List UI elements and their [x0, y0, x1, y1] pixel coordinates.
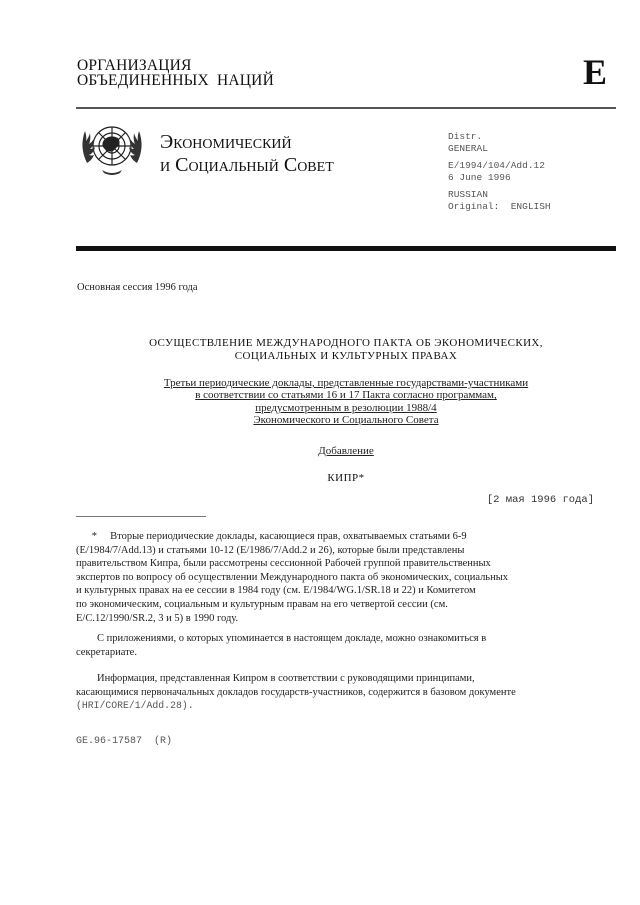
paragraph-line: С приложениями, о которых упоминается в настоящем докладе, можно ознакомиться в [76, 633, 487, 644]
subtitle-line-4: Экономического и Социального Совета [253, 413, 439, 426]
paragraph-line: секретариате. [76, 646, 137, 658]
distr-label: Distr. [448, 131, 483, 142]
paragraph-line: касающимися первоначальных докладов государств-участников, содержится в базовом документе [76, 686, 516, 698]
document-subtitle [76, 377, 616, 426]
organization-name [77, 58, 274, 88]
document-symbol: E/1994/104/Add.12 [448, 160, 545, 171]
footnote-line: E/C.12/1990/SR.2, 3 и 5) в 1990 году. [76, 612, 239, 624]
distr-value: GENERAL [448, 142, 488, 154]
council-name [160, 131, 334, 177]
footnote-line: * Вторые периодические доклады, касающиеся прав, охватываемых статьями 6-9 [76, 531, 467, 542]
org-line-2: ОБЪЕДИНЕННЫХ НАЦИЙ [77, 72, 274, 89]
footnote-line: правительством Кипра, были рассмотрены сессионной Рабочей группой правительственных [76, 558, 491, 570]
header-thick-divider [76, 246, 616, 251]
un-emblem-icon [78, 118, 146, 178]
paragraph-line: Информация, представленная Кипром в соответствии с руководящими принципами, [76, 673, 475, 684]
org-line-1: ОРГАНИЗАЦИЯ [77, 57, 192, 74]
core-document-paragraph [76, 672, 596, 713]
footnote [76, 530, 596, 625]
paragraph-line: (HRI/CORE/1/Add.28). [76, 700, 194, 712]
subtitle-line-1: Третьи периодические доклады, представленные государствами-участниками [163, 377, 529, 389]
annexes-note-paragraph [76, 632, 596, 659]
footnote-line: (E/1984/7/Add.13) и статьями 10-12 (E/1986/7/Add.2 и 26), которые были представлены [76, 544, 465, 556]
original-language: Original: ENGLISH [448, 200, 551, 212]
document-date: 6 June 1996 [448, 171, 511, 183]
footnote-divider [76, 516, 206, 517]
footnote-line: и культурных правах на ее сессии в 1984 году (см. E/1984/WG.1/SR.18 и 22) и Комитетом [76, 585, 476, 597]
report-date: [2 мая 1996 года] [486, 494, 594, 506]
footnote-line: экспертов по вопросу об осуществлении Международного пакта об экономических, социальных [76, 571, 509, 583]
title-line-2: СОЦИАЛЬНЫХ И КУЛЬТУРНЫХ ПРАВАХ [234, 349, 458, 362]
language-letter: E [583, 52, 608, 92]
addendum-label: Добавление [318, 445, 374, 457]
addendum-heading [76, 445, 616, 457]
document-metadata [448, 131, 551, 218]
document-title [76, 337, 616, 362]
footnote-line: по экономическим, социальным и культурным правам на его четвертой сессии (см. [76, 598, 448, 610]
header-divider [76, 107, 616, 109]
council-line-1: Экономический [160, 131, 292, 153]
subtitle-line-2: в соответствии со статьями 16 и 17 Пакта согласно программам, [195, 389, 497, 402]
subtitle-line-3: предусмотренным в резолюции 1988/4 [255, 401, 437, 414]
country-heading: КИПР* [327, 472, 365, 484]
session-label: Основная сессия 1996 года [77, 282, 198, 293]
title-line-1: ОСУЩЕСТВЛЕНИЕ МЕЖДУНАРОДНОГО ПАКТА ОБ ЭКОНОМИЧЕСКИХ, [149, 337, 543, 349]
job-number: GE.96-17587 (R) [76, 736, 173, 747]
council-line-2: и Социальный Совет [160, 154, 334, 176]
document-language: RUSSIAN [448, 189, 488, 200]
